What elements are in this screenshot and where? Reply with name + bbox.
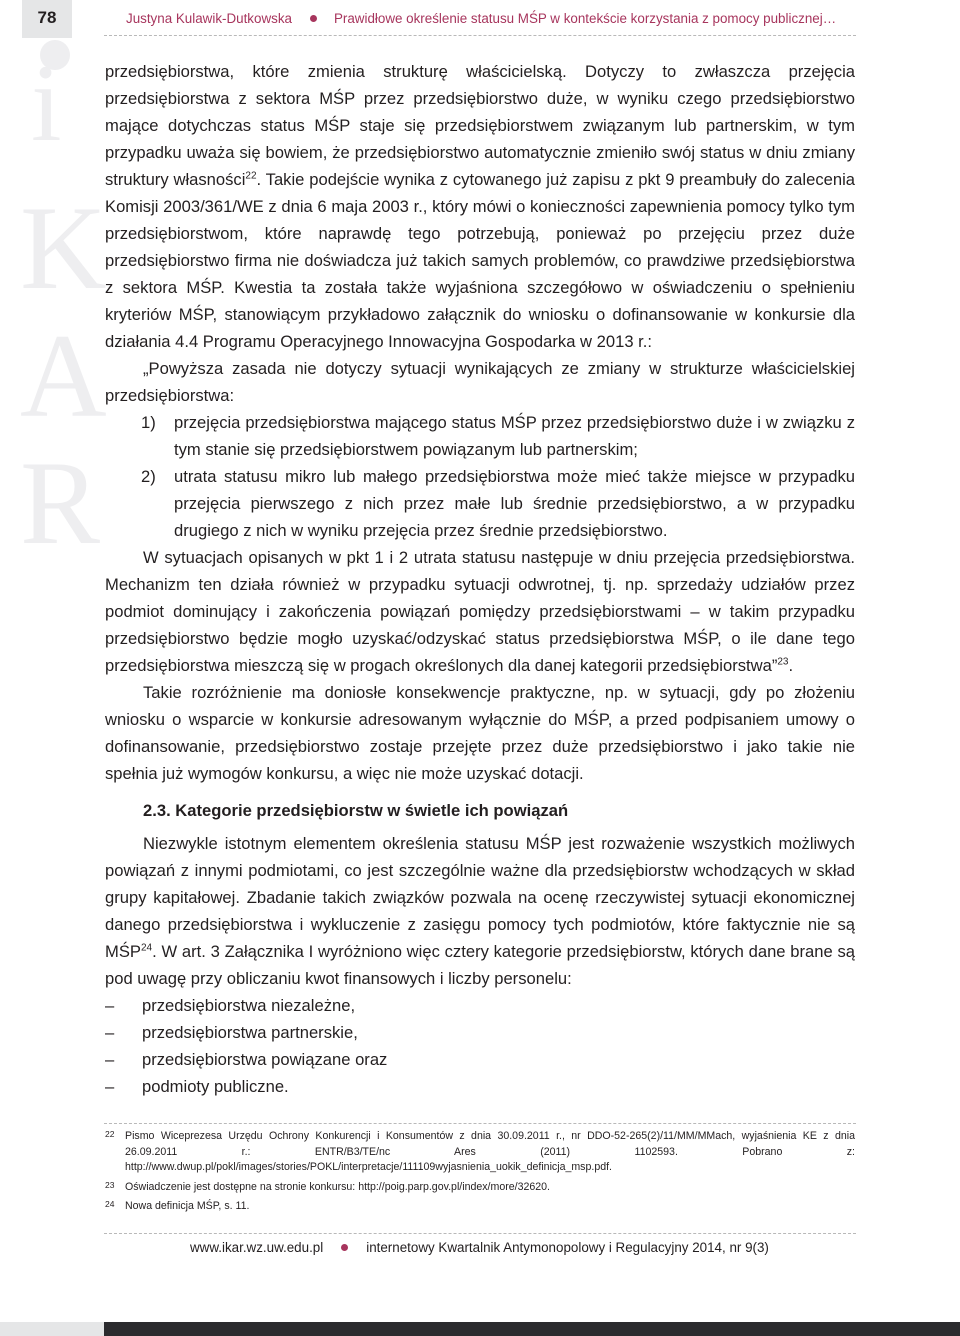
logo-letter-r: R [20, 436, 101, 569]
bottom-bar-left [0, 1322, 104, 1336]
footer-url: www.ikar.wz.uw.edu.pl [190, 1240, 324, 1255]
dash-icon: – [105, 996, 115, 1015]
list-item-text: przedsiębiorstwa powiązane oraz [142, 1050, 388, 1069]
article-body [105, 58, 855, 1100]
bullet-dot-icon [341, 1244, 348, 1251]
paragraph-text: . Takie podejście wynika z cytowanego już zapisu z pkt 9 preambuły do zalecenia Komisji 2003/361/WE z dnia 6 maja 2003 r., który mówi o konieczności zapewnienia pomocy tylko tym przedsiębiorstwom, które naprawdę tego potrzebują, ponieważ po przejęciu przez duże przedsiębiorstwo firma nie doświadcza już takich samych problemów, co prawdziwe przedsiębiorstwa z sektora MŚP. Kwestia ta została także wyjaśniona szczegółowo w oświadczeniu o spełnieniu kryteriów MŚP, stanowiącym przykładowo załącznik do wniosku o dofinansowanie w konkursie dla działania 4.4 Programu Operacyjnego Innowacyjna Gospodarka w 2013 r.: [105, 170, 855, 351]
footnote [105, 1129, 855, 1176]
bottom-bar [104, 1322, 960, 1336]
list-item [105, 1019, 855, 1046]
category-list [105, 992, 855, 1100]
list-number: 2) [141, 467, 156, 486]
bullet-dot-icon [310, 15, 317, 22]
header-divider [104, 35, 856, 36]
dash-icon: – [105, 1077, 115, 1096]
list-item-text: przedsiębiorstwa partnerskie, [142, 1023, 358, 1042]
logo-letter-i: i [31, 42, 62, 164]
footnote-ref: 22 [245, 170, 257, 182]
footer-divider [104, 1233, 856, 1234]
list-item-text: podmioty publiczne. [142, 1077, 289, 1096]
footnote-number: 22 [105, 1129, 115, 1139]
paragraph-text: W sytuacjach opisanych w pkt 1 i 2 utrata statusu następuje w dniu przejęcia przedsiębiorstwa. Mechanizm ten działa również w przypadku sytuacji odwrotnej, tj. np. sprzedaży udziałów przez podmiot dominujący i zakończenia powiązań pomiędzy przedsiębiorstwami – w takim przypadku przedsiębiorstwo będzie mogło uzyskać/odzyskać status przedsiębiorstwa MŚP, o ile dane tego przedsiębiorstwa mieszczą się w progach określonych dla danej kategorii przedsiębiorstwa” [105, 548, 855, 675]
list-item [105, 1073, 855, 1100]
page-number: 78 [37, 8, 57, 27]
list-item [105, 409, 855, 463]
footnote [105, 1199, 855, 1215]
header-author: Justyna Kulawik-Dutkowska [126, 11, 292, 26]
footnotes [105, 1129, 855, 1219]
footer-journal: internetowy Kwartalnik Antymonopolowy i Regulacyjny 2014, nr 9(3) [366, 1240, 769, 1255]
list-item-text: utrata statusu mikro lub małego przedsiębiorstwa może mieć także miejsce w przypadku przejęcia pierwszego z nich przez małe lub średnie przedsiębiorstwo, a w przypadku drugiego z nich w wyniku przejęcia przez średnie przedsiębiorstwo. [174, 467, 855, 540]
footnote-text: Pismo Wiceprezesa Urzędu Ochrony Konkurencji i Konsumentów z dnia 30.09.2011 r., nr DDO-52-265(2)/11/MM/MMach, wyjaśnienia KE z dnia 26.09.2011 r.: ENTR/B3/TE/nc Ares (2011) 1102593. Pobrano z: http://www.dwup.pl/pokl/images/stories/POKL/interpretacje/111109wyjasnienia_uokik_definicja_msp.pdf. [125, 1130, 855, 1173]
quote-intro: „Powyższa zasada nie dotyczy sytuacji wynikających ze zmiany w strukturze właścicielskiej przedsiębiorstwa: [105, 359, 855, 405]
list-item [105, 992, 855, 1019]
header-title: Prawidłowe określenie statusu MŚP w kontekście korzystania z pomocy publicznej… [333, 11, 837, 26]
list-number: 1) [141, 413, 156, 432]
running-header [126, 11, 836, 26]
list-item-text: przedsiębiorstwa niezależne, [142, 996, 356, 1015]
paragraph-text: . W art. 3 Załącznika I wyróżniono więc cztery kategorie przedsiębiorstw, których dane brane są pod uwagę przy obliczaniu kwot finansowych i liczby personelu: [105, 942, 855, 988]
footnote-number: 23 [105, 1179, 115, 1190]
running-footer [190, 1240, 769, 1255]
list-item-text: przejęcia przedsiębiorstwa mającego status MŚP przez przedsiębiorstwo duże i w związku z tym stanie się przedsiębiorstwem powiązanym lub partnerskim; [174, 413, 855, 459]
footnote-ref: 23 [777, 656, 789, 668]
quote-list [105, 409, 855, 544]
logo-letter-k: K [20, 181, 107, 314]
paragraph: Takie rozróżnienie ma doniosłe konsekwencje praktyczne, np. w sytuacji, gdy po złożeniu wniosku o wsparcie w konkursie adresowanym wyłącznie do MŚP, a przed podpisaniem umowy o dofinansowanie, przedsiębiorstwo zostaje przejęte przez duże przedsiębiorstwo i jako takie nie spełnia już wymogów konkursu, a więc nie może uzyskać dotacji. [105, 683, 855, 783]
footnote-text: Nowa definicja MŚP, s. 11. [125, 1200, 250, 1212]
footnote-text: Oświadczenie jest dostępne na stronie konkursu: http://poig.parp.gov.pl/index/more/32620. [125, 1180, 550, 1193]
paragraph-text: Niezwykle istotnym elementem określenia statusu MŚP jest rozważenie wszystkich możliwych powiązań z innymi podmiotami, co jest szczególnie ważne dla przedsiębiorstw wchodzących w skład grupy kapitałowej. Zbadanie takich związków pozwala na ocenę rzeczywistej sytuacji ekonomicznej danego przedsiębiorstwa i wykluczenie z zasięgu pomocy tych podmiotów, które faktycznie nie są MŚP [105, 834, 855, 961]
list-item [105, 463, 855, 544]
dash-icon: – [105, 1023, 115, 1042]
footnote-number: 24 [105, 1199, 115, 1209]
footnote-ref: 24 [140, 942, 153, 954]
list-item [105, 1046, 855, 1073]
footnote [105, 1180, 855, 1196]
paragraph [105, 58, 855, 355]
logo-letter-a: A [20, 309, 107, 442]
paragraph-text: przedsiębiorstwa, które zmienia strukturę właścicielską. Dotyczy to zwłaszcza przejęcia przedsiębiorstwa z sektora MŚP przez przedsiębiorstwo duże, w wyniku czego przedsiębiorstwo mające dotychczas status MŚP staje się przedsiębiorstwem związanym lub partnerskim, w tym przypadku uważa się bowiem, że przedsiębiorstwo automatycznie zmieniło swój status w dniu zmiany struktury własności [105, 62, 855, 189]
paragraph [105, 830, 855, 992]
dash-icon: – [105, 1050, 115, 1069]
footnote-divider [104, 1123, 856, 1124]
paragraph: W sytuacjach opisanych w pkt 1 i 2 utrata statusu następuje w dniu przejęcia przedsiębiorstwa. Mechanizm ten działa również w przypadku sytuacji odwrotnej, tj. np. sprzedaży udziałów przez podmiot dominujący i zakończenia powiązań pomiędzy przedsiębiorstwami – w takim przypadku przedsiębiorstwo będzie mogło uzyskać/odzyskać status przedsiębiorstwa MŚP, o ile dane tego przedsiębiorstwa mieszczą się w progach określonych dla danej kategorii przedsiębiorstwa”$^{23}$. [105, 548, 855, 675]
section-heading: 2.3. Kategorie przedsiębiorstw w świetle ich powiązań [143, 801, 569, 820]
